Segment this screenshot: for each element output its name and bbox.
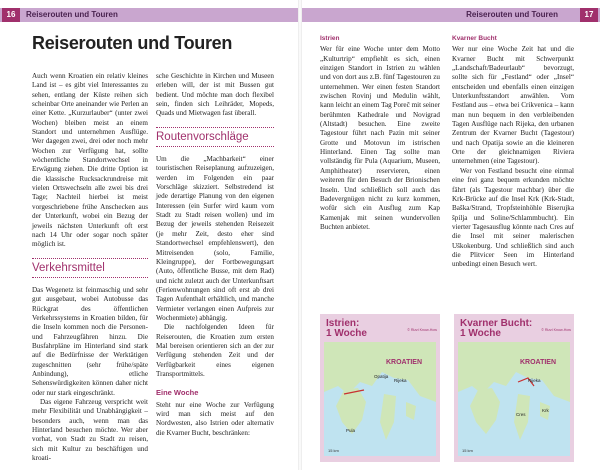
map-country-label: KROATIEN xyxy=(386,359,423,366)
page-number: 17 xyxy=(580,8,598,22)
column-title-kvarner: Kvarner Bucht xyxy=(452,35,497,42)
map-place: Pula xyxy=(346,428,356,433)
paragraph: Das eigene Fahrzeug verspricht weit mehr Flexibilität und Unabhängigkeit – besonders auch, wenn man das Hinterland besuchen möchte. Wer aber vorhat, von Stadt zu Stadt zu reisen, sich mit Kultur zu beschäftigen und kroati- xyxy=(32,398,148,463)
map-title-line1: Istrien: xyxy=(326,318,360,329)
running-head-text: Reiserouten und Touren xyxy=(26,10,118,19)
map-graphic xyxy=(324,342,436,456)
map-title xyxy=(460,319,532,339)
section-heading-verkehrsmittel: Verkehrsmittel xyxy=(32,258,148,278)
map-place: Rijeka xyxy=(394,378,407,383)
map-place: Cres xyxy=(516,412,526,417)
right-column-1 xyxy=(320,34,440,232)
paragraph: Wer nur eine Woche Zeit hat und die Kvarner Bucht mit Schwerpunkt „Landschaft/Badeurlaub“ bevorzugt, sollte sich für „Festland“ oder „Insel“ entscheiden und ebenfalls einen einzigen Unterkunftsstandort anwählen. Vom Festland aus – etwa bei Crikvenica – kann man nun bequem in den verbleibenden Tagen Ausflüge nach Rijeka, den urbanen Zentrum der Kvarner Bucht (Tagestour) und nach Opatija sowie an die kleineren Orte der gleichnamigen Riviera unternehmen (eine Tagestour). xyxy=(452,45,574,166)
paragraph: Um die „Machbarkeit“ einer touristischen Reiseplanung aufzuzeigen, werden im Folgenden ein paar Vorschläge skizziert. Selbstredend ist jede derartige Planung von den eigenen Interessen (ein Surfer wird kaum vom Stadt zu Stadt reisen wollen) und im Bezug der jeweils stehenden Reisezeit (je mehr Zeit, desto eher sind Standortwechsel empfehlenswert), den Mitreisenden (solo, Familie, Kleingruppe), der Fortbewegungsart (Auto, öffentliche Busse, mit dem Rad) und nicht zuletzt auch der Unterkunftsart (Ferienwohnungen sind oft erst ab drei Tagen Aufenthalt erhältlich, und manche Vermieter verlangen einen Aufpreis zur Wochenmiete) abhängig. xyxy=(156,155,274,322)
paragraph: Wer von Festland besucht eine einmal eine frei ganz bequem erkunden möchte fährt (als Tagestour machbar) über die Krk-Brücke auf die Insel Krk (Krk-Stadt, Baška/Strand, Tropfsteinhöhle Biserujka špilja und Soline/Schlammbucht). Ein vierter Tagesausflug könnte nach Cres auf die Insel mit seiner malerischen Uškokenburg. Und schließlich sind auch die Plitvicer Seen im Hinterland unbedingt einen Besuch wert. xyxy=(452,166,574,269)
map-title-line2: 1 Woche xyxy=(460,328,501,339)
map-credit: © Rizzi Know-How xyxy=(407,328,437,332)
paragraph: Wer für eine Woche unter dem Motto „Kulturtrip“ empfiehlt es sich, einen einzigen Standort in Istrien zu wählen und von dort aus z.B. fünf Tagestouren zu unternehmen. Wer einen festen Standort zwischen Rovinj und Medulin wählt, kann leicht an einem Tag Poreč mit seiner berühmten Kathedrale und Novigrad (Altstadt) besuchen. Eine zweite Tagestour führt nach Pazin mit seiner Grotte und Motovun im istrischen Hinterland. Einen Tag sollte man vollständig für Pula (Aquarium, Museen, Amphitheater) reservieren, einen weiteren für den Besuch der Brionischen Inseln. Und schließlich soll auch das Badevergnügen nicht zu kurz kommen, wofür sich ein Ausflug zum Kap Kamenjak mit seinen wundervollen Buchten anbietet. xyxy=(320,45,440,231)
map-scale: 15 km xyxy=(462,448,473,453)
running-header xyxy=(0,8,298,22)
map-istrien xyxy=(320,314,440,462)
map-country-label: KROATIEN xyxy=(520,359,557,366)
map-scale: 15 km xyxy=(328,448,339,453)
map-title-line1: Kvarner Bucht: xyxy=(460,318,533,329)
paragraph: Steht nur eine Woche zur Verfügung wird man sich meist auf den Nordwesten, also Istrien oder alternativ die Kvarner Bucht, beschränken: xyxy=(156,400,274,437)
paragraph: Das Wegenetz ist feinmaschig und sehr gut ausgebaut, wobei Autobusse das Rückgrat des öffentlichen Verkehrssystems in Kroatien bilden, für die Inseln kommen noch die Personen- und Fahrzeugfähren hinzu. Die Busfahrpläne im Hinterland sind stark auf die Bedürfnisse der Werktätigen zugeschnitten (sehr frühe/späte Anbindung), etliche Sehenswürdigkeiten können daher nicht oder nur stark eingeschränkt. xyxy=(32,285,148,397)
section-heading-routenvorschlaege: Routenvorschläge xyxy=(156,127,274,147)
left-page xyxy=(0,0,298,470)
map-credit: © Rizzi Know-How xyxy=(541,328,571,332)
page-title: Reiserouten und Touren xyxy=(32,33,233,53)
map-kvarner xyxy=(454,314,574,462)
map-place: Opatija xyxy=(374,374,389,379)
paragraph: sche Geschichte in Kirchen und Museen erleben will, der ist mit Bussen gut bedient. Und möchte man doch flexibel sein, finden sich Leihräder, Mopeds, Quads und Mietwagen fast überall. xyxy=(156,72,274,118)
running-header xyxy=(302,8,600,22)
paragraph: Die nachfolgenden Ideen für Reiserouten, die Kroatien zum ersten Mal bereisen orientieren sich an der zur Verfügung stehenden Zeit und der Verfügbarkeit eines eigenen Transportmittels. xyxy=(156,323,274,378)
left-column-2 xyxy=(156,72,274,438)
map-title xyxy=(326,319,367,339)
column-title-istrien: Istrien xyxy=(320,35,340,42)
subheading-eine-woche: Eine Woche xyxy=(156,388,199,398)
map-graphic xyxy=(458,342,570,456)
right-page xyxy=(302,0,600,470)
map-place: Krk xyxy=(542,408,549,413)
running-head-text: Reiserouten und Touren xyxy=(466,10,558,19)
left-column-1 xyxy=(32,72,148,463)
intro-paragraph: Auch wenn Kroatien ein relativ kleines Land ist – es gibt viel Interessantes zu sehen, entlang der Küste reihen sich scheinbar Orte aneinander wie Perlen an einer Kette. „Kurzurlauber“ (unter zwei Wochen) bleiben meist an einem Standort und unternehmen Ausflüge. Wer dagegen zwei, drei oder noch mehr Wochen zur Verfügung hat, sollte wöchentliche Standortwechsel in Erwägung ziehen. Die dritte Option ist die klassische Rucksackrundreise mit vielen Ortswechseln alle zwei bis drei Tage; Nachteil hierbei ist meist vorgeschriebene frühe Anschecken aus der Unterkunft, wobei ein Bezug der jeweils nächsten Unterkunft oft erst nach 14 Uhr oder sogar noch später möglich ist. xyxy=(32,72,148,249)
right-column-2 xyxy=(452,34,574,270)
page-number: 16 xyxy=(2,8,20,22)
map-title-line2: 1 Woche xyxy=(326,328,367,339)
map-place: Rijeka xyxy=(528,378,541,383)
